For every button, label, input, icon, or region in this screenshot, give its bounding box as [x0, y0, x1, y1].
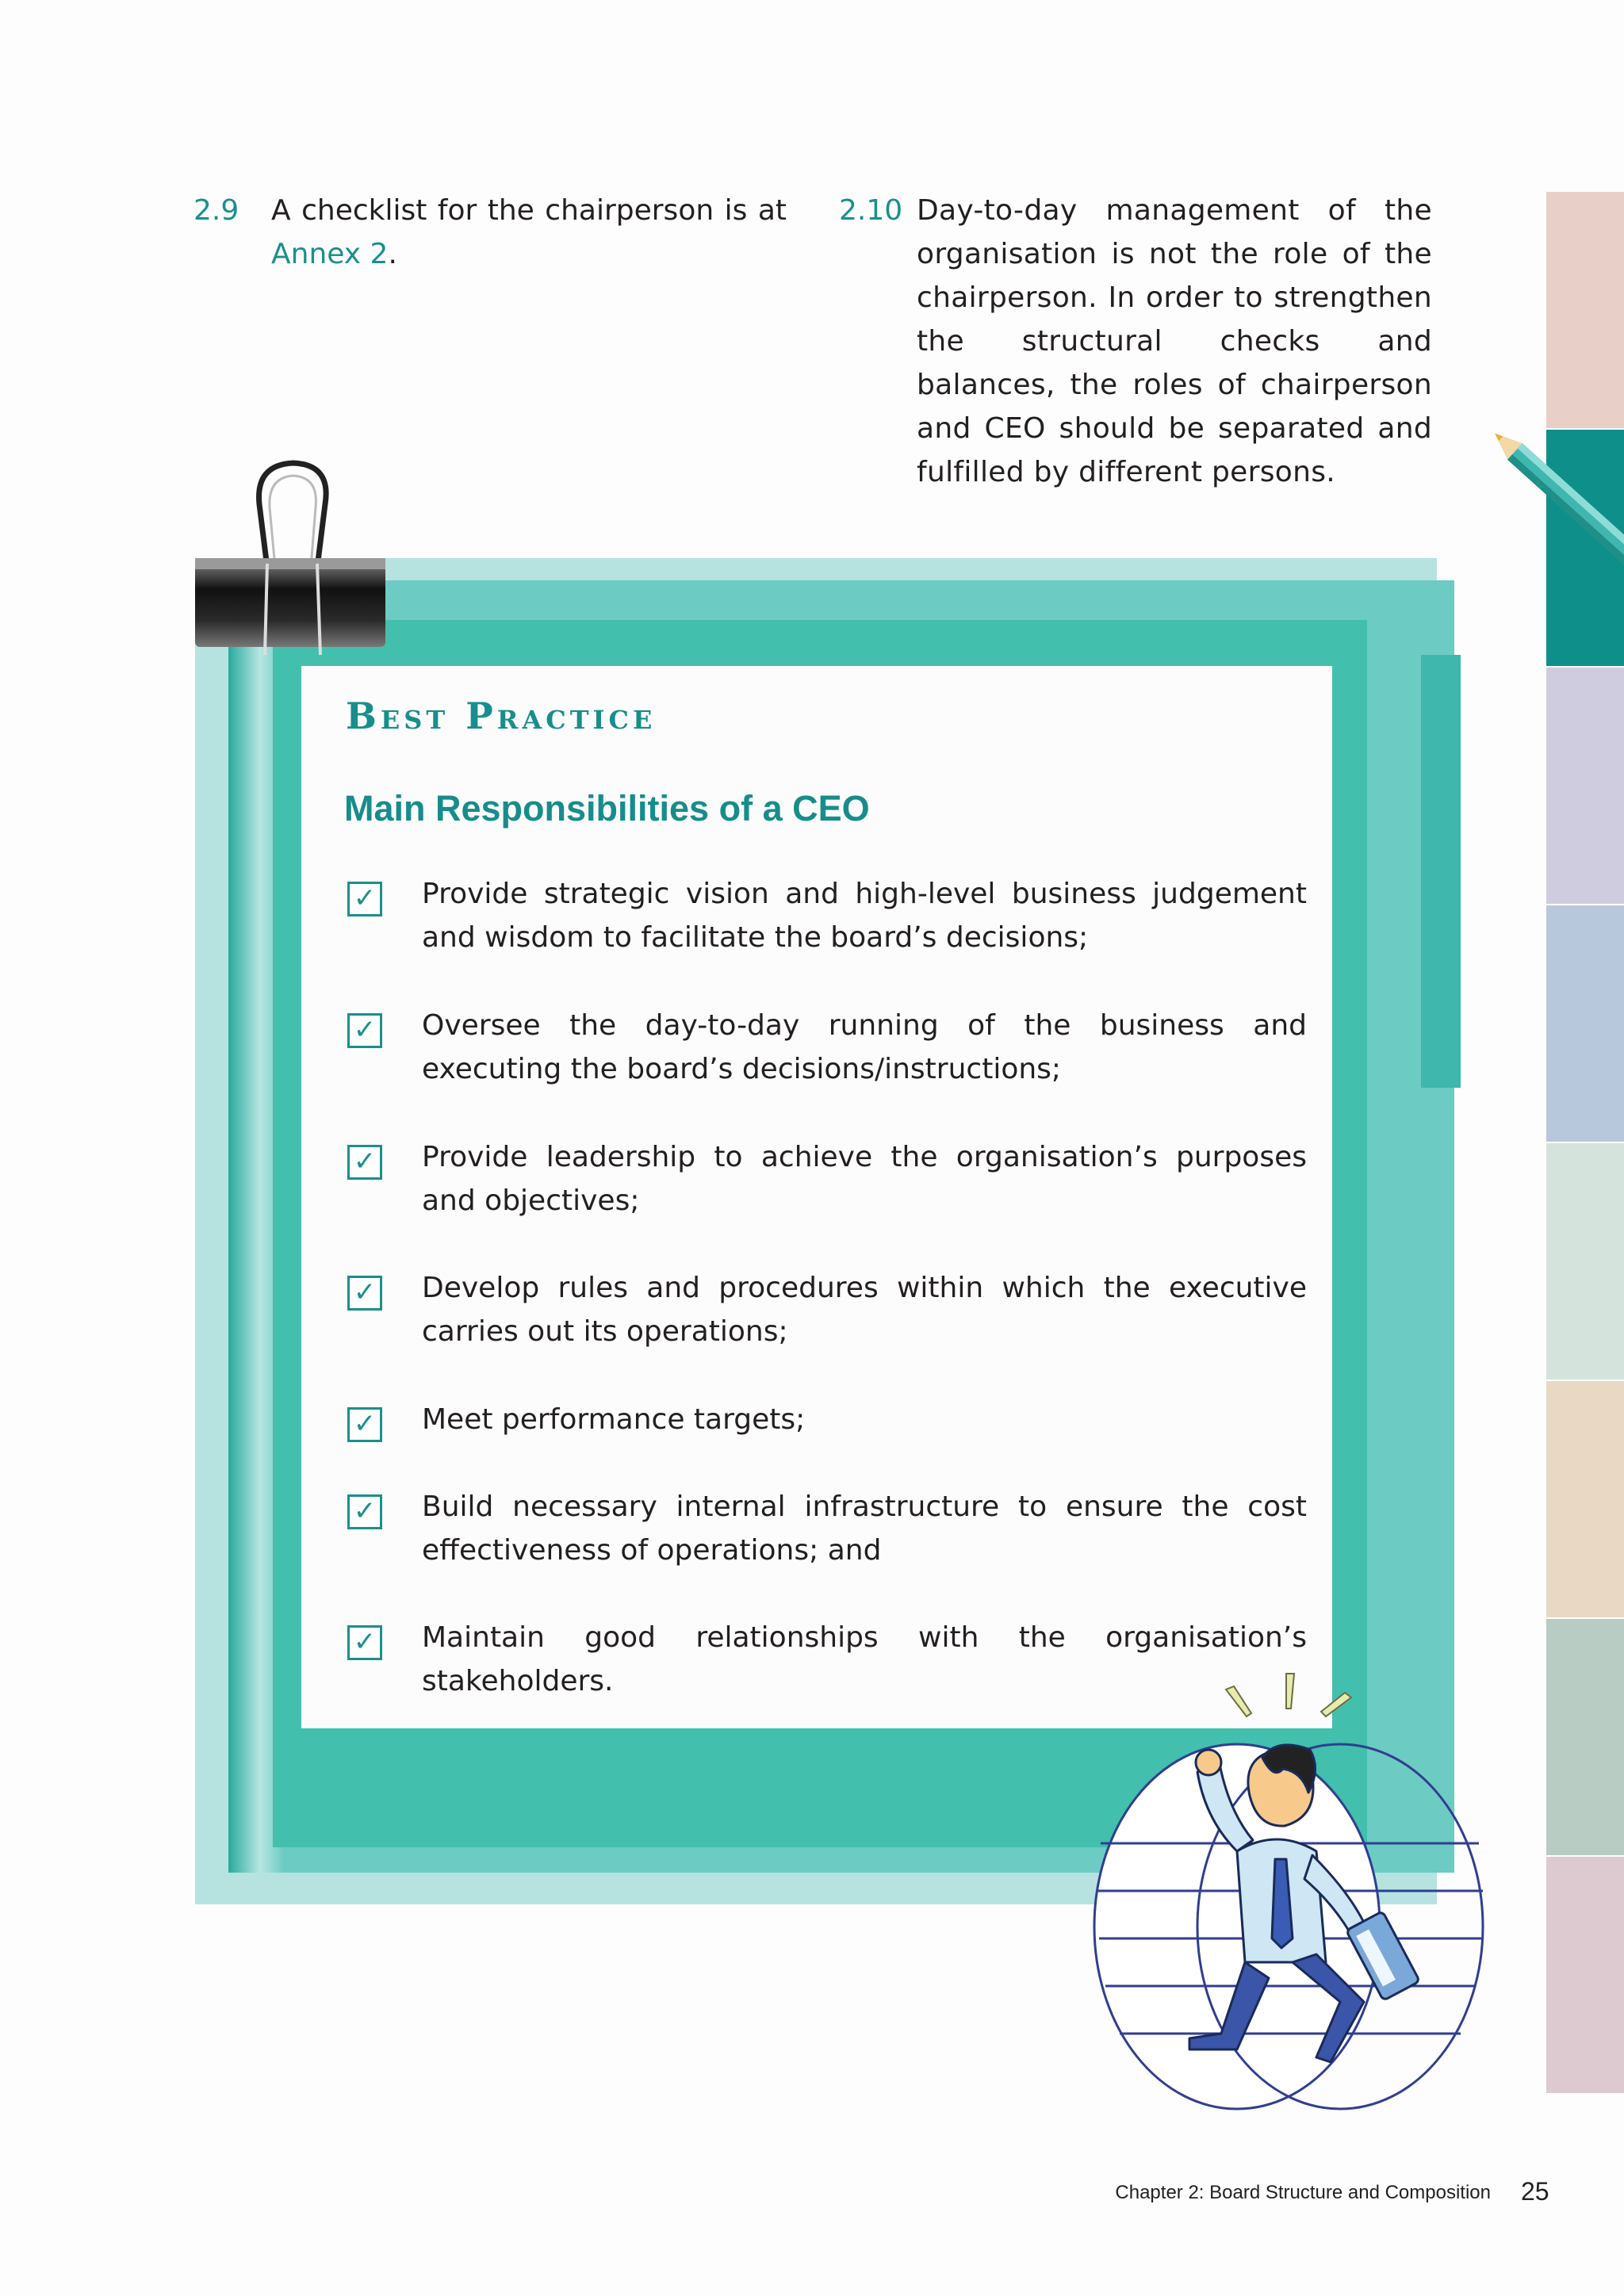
chapter-tab[interactable] [1546, 1857, 1624, 2093]
chapter-tab[interactable] [1546, 668, 1624, 904]
checkbox-icon: ✓ [347, 1407, 382, 1442]
chapter-tab[interactable] [1546, 1381, 1624, 1617]
paragraph-body: Day-to-day management of the organisation is not the role of the chairperson. In order to strengthen the structural checks and balances, the roles of chairperson and CEO should be separated and fulfilled by different persons. [917, 194, 1432, 488]
best-practice-subheading: Main Responsibilities of a CEO [344, 788, 870, 828]
chapter-tab[interactable] [1546, 905, 1624, 1142]
annex-link[interactable]: Annex 2 [271, 238, 389, 270]
checkbox-icon: ✓ [347, 1276, 382, 1311]
pencil-icon [1491, 428, 1624, 587]
checkbox-icon: ✓ [347, 1145, 382, 1180]
paragraph-number: 2.10 [839, 194, 903, 227]
best-practice-heading: Best Practice [346, 695, 657, 737]
chapter-tab[interactable] [1546, 192, 1624, 428]
page-number: 25 [1521, 2177, 1549, 2206]
businessman-illustration [1078, 1661, 1491, 2121]
list-item-text: Maintain good relationships with the organisation’s stakeholders. [422, 1621, 1307, 1697]
checkbox-icon: ✓ [347, 1494, 382, 1529]
list-item-text: Oversee the day-to-day running of the business and executing the board’s decisions/instructions; [422, 1009, 1307, 1085]
binder-clip-icon [192, 457, 390, 671]
list-item-text: Meet performance targets; [422, 1403, 806, 1436]
checkbox-icon: ✓ [347, 882, 382, 916]
list-item-text: Develop rules and procedures within which the executive carries out its operations; [422, 1272, 1307, 1348]
list-item-text: Provide strategic vision and high-level business judgement and wisdom to facilitate the board’s decisions; [422, 878, 1307, 954]
paragraph-text: A checklist for the chairperson is at [271, 194, 787, 227]
paragraph-2-10 [839, 189, 1434, 506]
list-item-text: Provide leadership to achieve the organisation’s purposes and objectives; [422, 1141, 1307, 1217]
chapter-tab[interactable] [1546, 1619, 1624, 1855]
footer-chapter-title: Chapter 2: Board Structure and Composition [1115, 2182, 1491, 2203]
chapter-tab[interactable] [1546, 1143, 1624, 1380]
frame-tab [1421, 655, 1461, 1088]
checkbox-icon: ✓ [347, 1013, 382, 1048]
paragraph-body [271, 189, 787, 276]
list-item-text: Build necessary internal infrastructure to ensure the cost effectiveness of operations; and [422, 1490, 1307, 1567]
paragraph-number: 2.9 [193, 194, 239, 227]
checkbox-icon: ✓ [347, 1625, 382, 1660]
paragraph-trail: . [388, 238, 397, 270]
paragraph-2-9 [193, 189, 796, 284]
